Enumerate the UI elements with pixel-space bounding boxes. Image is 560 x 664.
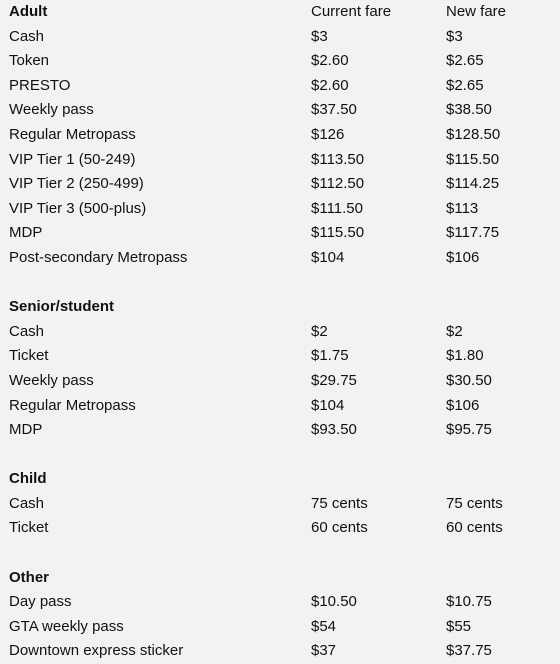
current-fare-cell: $115.50 [311, 224, 365, 242]
current-fare-cell: $1.75 [311, 347, 349, 365]
new-fare-cell: $117.75 [446, 224, 500, 242]
fare-type-cell: Cash [9, 322, 45, 340]
fare-type-cell: Ticket [9, 519, 49, 537]
new-fare-cell: 75 cents [446, 494, 503, 512]
spacer-cell [437, 443, 549, 468]
column-header-current-fare: Current fare [311, 3, 392, 20]
new-fare-cell: $30.50 [446, 371, 492, 389]
new-fare-cell: $2.65 [446, 52, 484, 70]
current-fare-cell: $29.75 [311, 371, 357, 389]
new-fare-cell: $10.75 [446, 593, 492, 611]
fare-type-cell: GTA weekly pass [9, 617, 124, 635]
new-fare-cell: $38.50 [446, 101, 492, 119]
current-fare-cell: $113.50 [311, 150, 365, 168]
new-fare-cell: 60 cents [446, 519, 503, 537]
table-row [0, 49, 549, 74]
fare-type-cell: PRESTO [9, 76, 71, 94]
table-row [0, 418, 549, 443]
fare-type-cell: Weekly pass [9, 371, 94, 389]
table-row [0, 344, 549, 369]
new-fare-cell: $3 [446, 27, 463, 45]
fare-type-cell: Token [9, 52, 50, 70]
current-fare-cell: $37.50 [311, 101, 357, 119]
current-fare-cell: $2.60 [311, 76, 349, 94]
current-fare-cell: $104 [311, 396, 345, 414]
fare-type-cell: VIP Tier 1 (50-249) [9, 150, 136, 168]
table-row [0, 516, 549, 541]
empty-cell [437, 467, 549, 492]
fare-type-cell: Post-secondary Metropass [9, 248, 188, 266]
new-fare-cell: $2 [446, 322, 463, 340]
table-row [0, 25, 549, 50]
fare-type-cell: Ticket [9, 347, 49, 365]
fare-type-cell: Day pass [9, 593, 72, 611]
table-row [0, 172, 549, 197]
table-row [0, 74, 549, 99]
spacer-cell [437, 541, 549, 566]
fare-type-cell: Cash [9, 494, 45, 512]
current-fare-cell: 60 cents [311, 519, 368, 537]
section-heading-row [0, 295, 549, 320]
column-header-new-fare: New fare [446, 3, 507, 20]
table-row [0, 98, 549, 123]
empty-cell [437, 295, 549, 320]
section-heading-other: Other [9, 568, 50, 586]
empty-cell [302, 566, 437, 591]
new-fare-cell: $1.80 [446, 347, 484, 365]
new-fare-cell: $128.50 [446, 125, 501, 143]
current-fare-cell: $2.60 [311, 52, 349, 70]
current-fare-cell: $111.50 [311, 199, 363, 217]
fare-type-cell: VIP Tier 3 (500-plus) [9, 199, 147, 217]
section-spacer [0, 443, 549, 468]
current-fare-cell: $3 [311, 27, 328, 45]
fare-type-cell: Regular Metropass [9, 396, 136, 414]
new-fare-cell: $106 [446, 248, 480, 266]
spacer-cell [302, 271, 437, 296]
table-row [0, 320, 549, 345]
section-heading-senior-student: Senior/student [9, 298, 115, 316]
empty-cell [437, 566, 549, 591]
current-fare-cell: $126 [311, 125, 345, 143]
section-heading-row [0, 566, 549, 591]
table-row [0, 394, 549, 419]
fare-type-cell: Regular Metropass [9, 125, 136, 143]
new-fare-cell: $113 [446, 199, 479, 217]
section-heading-child: Child [9, 470, 47, 488]
empty-cell [302, 295, 437, 320]
fare-type-cell: Downtown express sticker [9, 642, 184, 660]
table-row [0, 639, 549, 664]
table-row [0, 492, 549, 517]
spacer-cell [302, 541, 437, 566]
table-row [0, 615, 549, 640]
table-row [0, 590, 549, 615]
new-fare-cell: $115.50 [446, 150, 500, 168]
new-fare-cell: $106 [446, 396, 480, 414]
fare-type-cell: Weekly pass [9, 101, 94, 119]
spacer-cell [0, 443, 302, 468]
new-fare-cell: $114.25 [446, 175, 500, 193]
current-fare-cell: $2 [311, 322, 328, 340]
table-row [0, 197, 549, 222]
fare-type-cell: MDP [9, 224, 43, 242]
section-spacer [0, 271, 549, 296]
new-fare-cell: $55 [446, 617, 472, 635]
table-header-row [0, 0, 549, 25]
current-fare-cell: $10.50 [311, 593, 357, 611]
current-fare-cell: $37 [311, 642, 337, 660]
table-row [0, 221, 549, 246]
fare-type-cell: MDP [9, 421, 43, 439]
table-row [0, 123, 549, 148]
current-fare-cell: $93.50 [311, 421, 357, 439]
spacer-cell [0, 541, 302, 566]
fare-type-cell: VIP Tier 2 (250-499) [9, 175, 144, 193]
table-row [0, 148, 549, 173]
new-fare-cell: $37.75 [446, 642, 492, 660]
current-fare-cell: $104 [311, 248, 345, 266]
new-fare-cell: $2.65 [446, 76, 484, 94]
new-fare-cell: $95.75 [446, 421, 492, 439]
spacer-cell [302, 443, 437, 468]
current-fare-cell: 75 cents [311, 494, 368, 512]
empty-cell [302, 467, 437, 492]
current-fare-cell: $54 [311, 617, 337, 635]
table-row [0, 369, 549, 394]
spacer-cell [437, 271, 549, 296]
fare-type-cell: Cash [9, 27, 45, 45]
current-fare-cell: $112.50 [311, 175, 365, 193]
section-spacer [0, 541, 549, 566]
section-heading-adult: Adult [9, 3, 48, 20]
spacer-cell [0, 271, 302, 296]
section-heading-row [0, 467, 549, 492]
table-row [0, 246, 549, 271]
